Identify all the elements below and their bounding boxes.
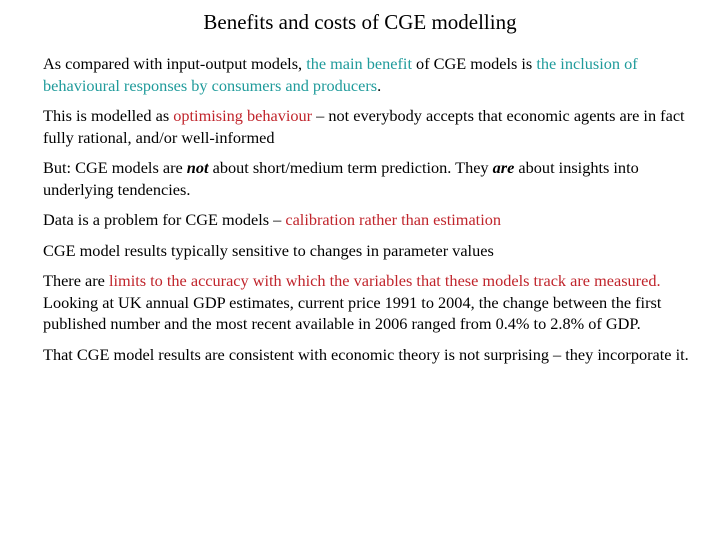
text-segment: There are — [43, 271, 109, 290]
text-segment: But: CGE models are — [43, 158, 187, 177]
paragraph-accuracy-limits — [43, 270, 693, 335]
text-segment: This is modelled as — [43, 106, 174, 125]
paragraph-behavioural-responses — [43, 53, 693, 96]
text-segment: of CGE models is — [416, 54, 537, 73]
paragraph-optimising-behaviour — [43, 105, 693, 148]
highlight-red: calibration rather than estimation — [285, 210, 502, 229]
highlight-red: optimising behaviour — [173, 106, 313, 125]
slide-body — [43, 53, 693, 374]
highlight-red: limits to the accuracy with which the variables that these models track are measured. — [108, 271, 661, 290]
text-segment: . — [377, 75, 382, 95]
text-segment: about insights into underlying tendencies. — [43, 158, 639, 199]
paragraph-data-calibration — [43, 209, 693, 231]
text-segment: about short/medium term prediction. They — [208, 158, 493, 177]
emphasis — [187, 158, 209, 177]
text-segment: Looking at UK annual GDP estimates, current price 1991 to 2004, the change between the first published number and the most recent available in 2006 ranged from 0.4% to 2.8% of GDP. — [43, 292, 662, 333]
paragraph-economic-theory — [43, 344, 693, 366]
emphasis-text: not — [186, 158, 209, 177]
text-segment: Data is a problem for CGE models – — [43, 210, 286, 229]
slide-title: Benefits and costs of CGE modelling — [203, 10, 517, 34]
text-segment: As compared with input-output models, — [43, 54, 307, 73]
emphasis-text: are — [492, 158, 515, 177]
paragraph-prediction-insights — [43, 157, 693, 200]
highlight-teal: the main benefit — [306, 54, 417, 73]
paragraph-parameter-sensitivity — [43, 240, 693, 262]
emphasis — [493, 158, 515, 177]
highlight-teal: the inclusion of behavioural responses by consumers and producers — [43, 54, 638, 95]
text-segment: That CGE model results are consistent with economic theory is not surprising – they incorporate it. — [43, 344, 689, 364]
text-segment: CGE model results typically sensitive to changes in parameter values — [43, 240, 494, 260]
text-segment: – not everybody accepts that economic agents are in fact fully rational, and/or well-informed — [43, 106, 685, 147]
